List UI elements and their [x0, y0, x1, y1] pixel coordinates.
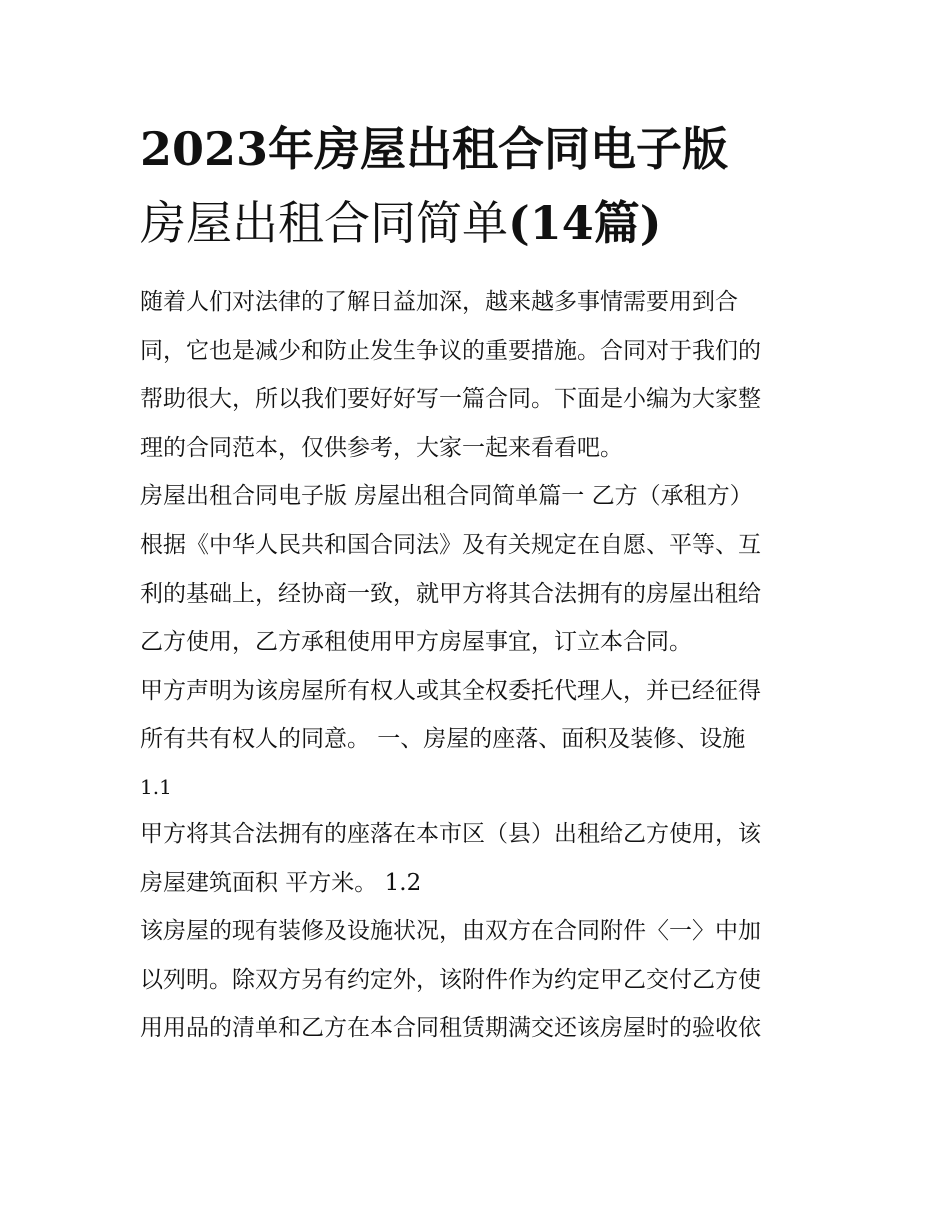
body-line: 理的合同范本，仅供参考，大家一起来看看吧。	[140, 434, 623, 461]
document-body	[140, 278, 820, 1053]
body-line: 乙方使用，乙方承租使用甲方房屋事宜，订立本合同。	[140, 629, 692, 656]
body-line: 所有共有权人的同意。 一、房屋的座落、面积及装修、设施	[140, 726, 746, 753]
title-line2-text: 房屋出租合同简单	[140, 196, 508, 250]
document-title-line1: 2023年房屋出租合同电子版	[140, 122, 729, 176]
body-line: 房屋建筑面积 平方米。 1.2	[140, 869, 422, 896]
body-line: 利的基础上，经协商一致，就甲方将其合法拥有的房屋出租给	[140, 580, 761, 607]
body-line: 根据《中华人民共和国合同法》及有关规定在自愿、平等、互	[140, 531, 761, 558]
body-line: 甲方声明为该房屋所有权人或其全权委托代理人，并已经征得	[140, 677, 761, 704]
body-line: 甲方将其合法拥有的座落在本市区（县）出租给乙方使用，该	[140, 820, 761, 847]
document-title-line2	[140, 186, 820, 260]
body-line: 以列明。除双方另有约定外，该附件作为约定甲乙交付乙方使	[140, 966, 761, 993]
body-line: 该房屋的现有装修及设施状况，由双方在合同附件〈一〉中加	[140, 918, 761, 945]
body-line: 同，它也是减少和防止发生争议的重要措施。合同对于我们的	[140, 337, 761, 364]
body-line: 随着人们对法律的了解日益加深，越来越多事情需要用到合	[140, 289, 738, 315]
title-line2-suffix: (14篇)	[508, 196, 662, 250]
body-line: 房屋出租合同电子版 房屋出租合同简单篇一 乙方（承租方）	[140, 483, 753, 510]
body-line: 用用品的清单和乙方在本合同租赁期满交还该房屋时的验收依	[140, 1015, 761, 1042]
body-line: 帮助很大，所以我们要好好写一篇合同。下面是小编为大家整	[140, 386, 761, 413]
section-number: 1.1	[140, 774, 172, 799]
